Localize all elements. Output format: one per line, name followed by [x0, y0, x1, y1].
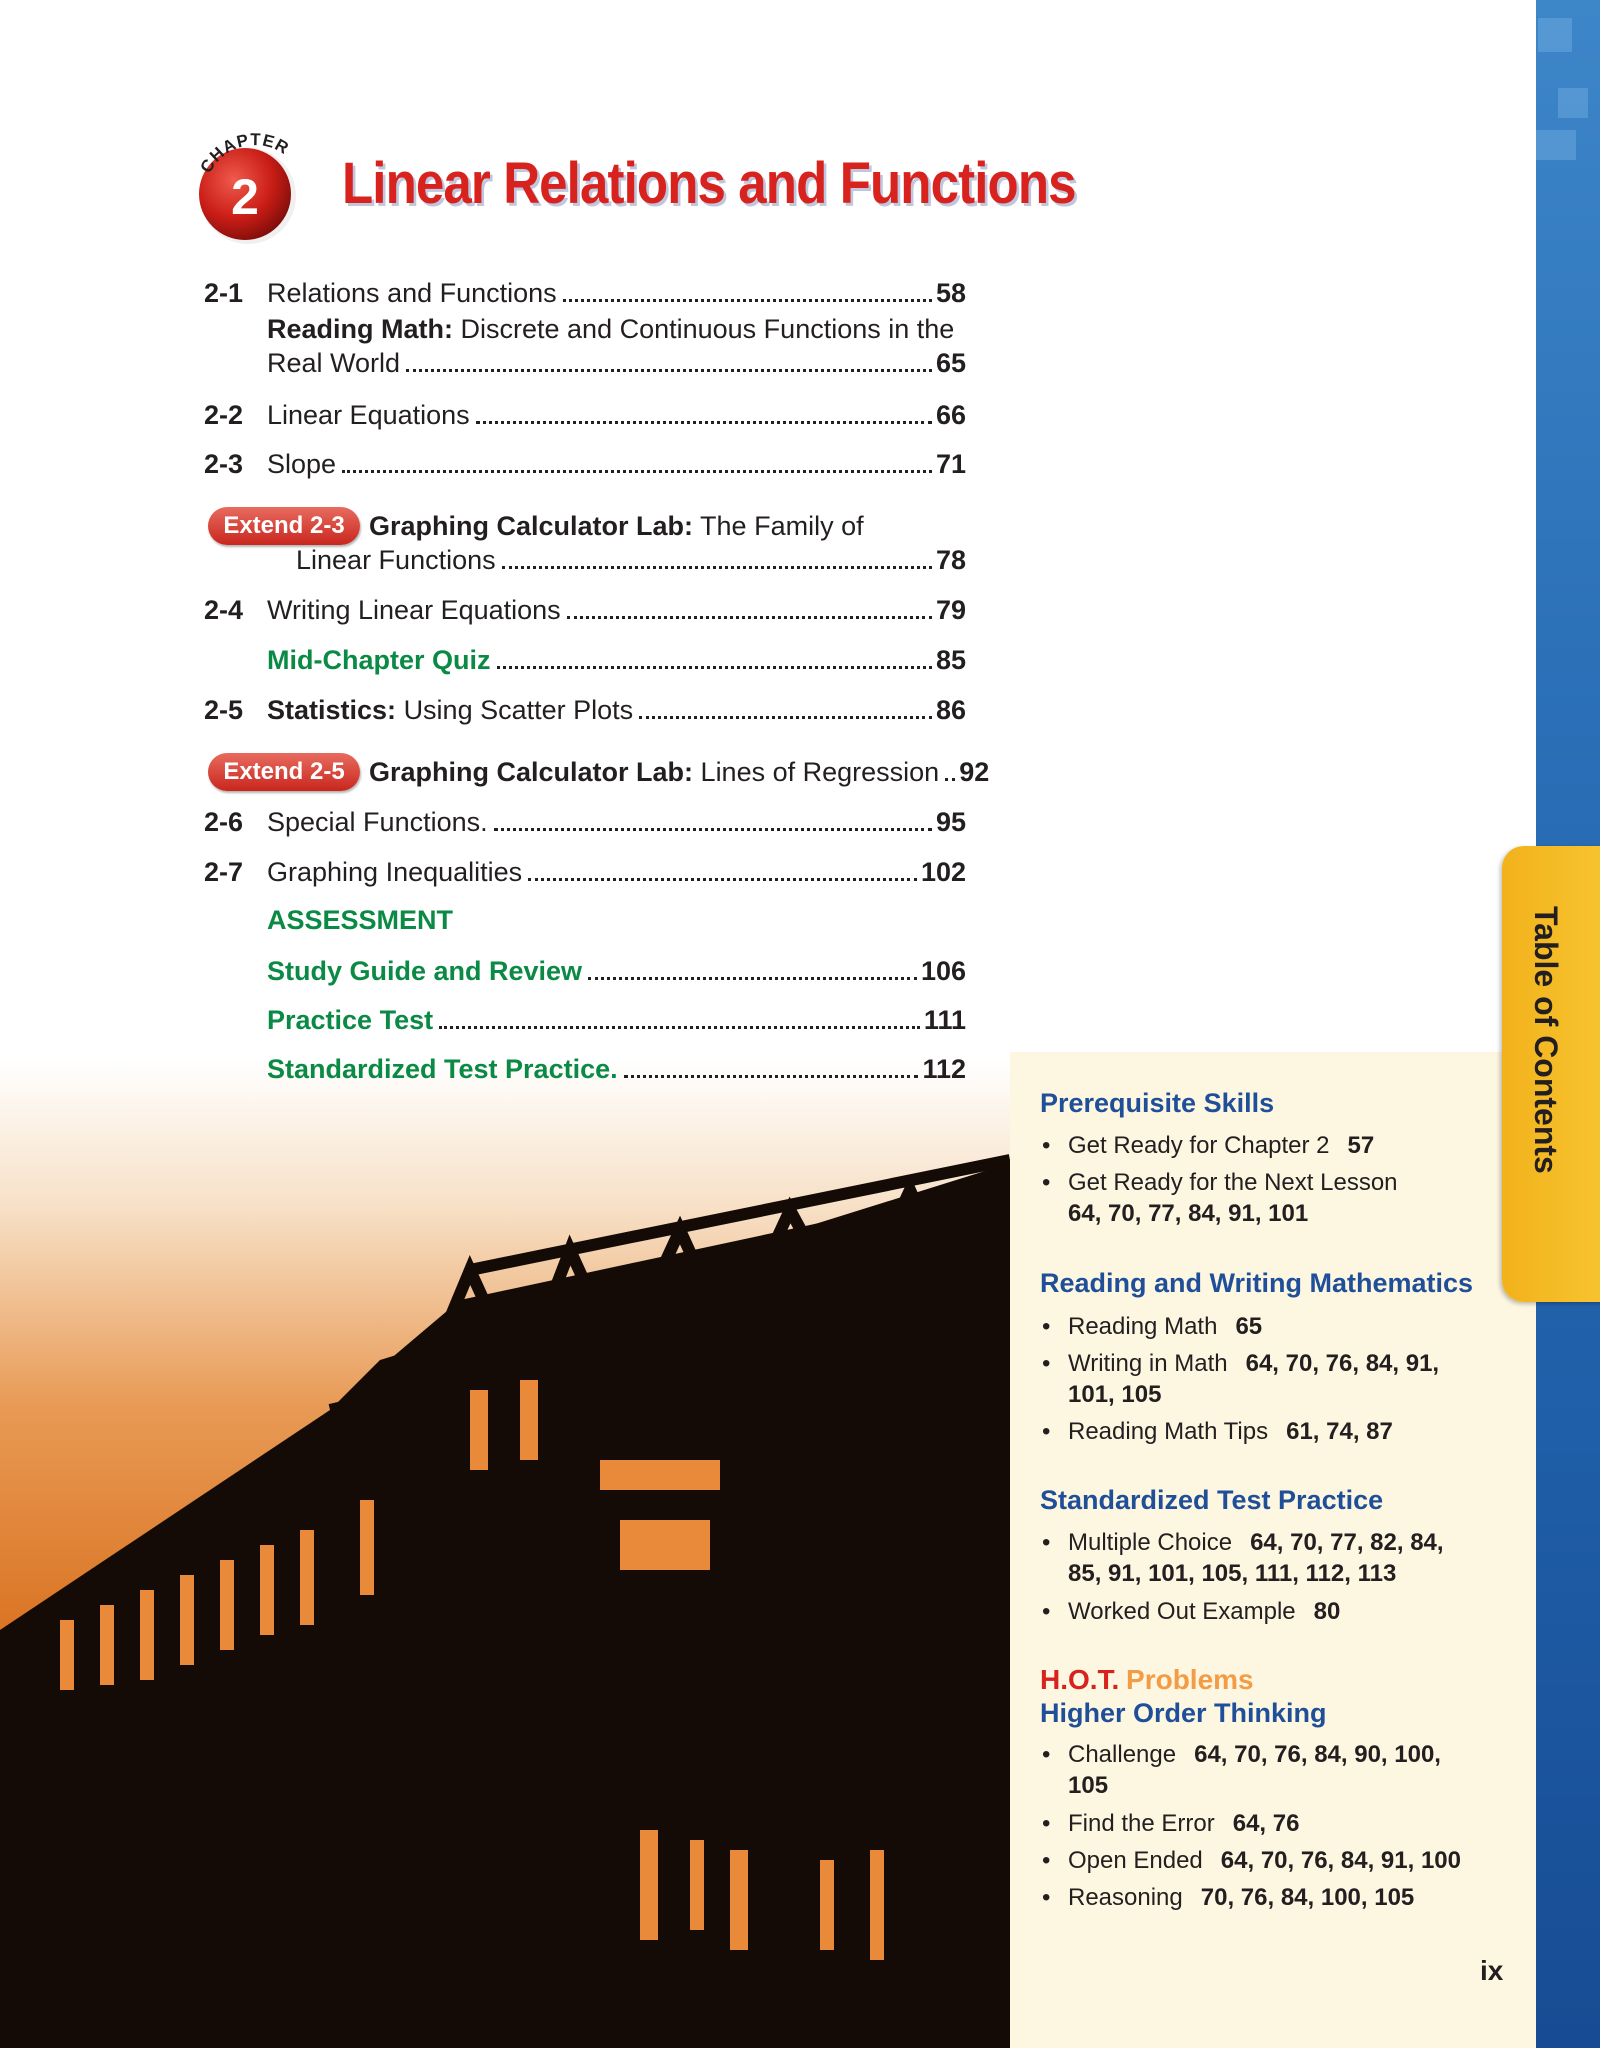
lesson-number: 2-3 [204, 449, 244, 479]
page-number: 65 [935, 348, 966, 378]
page-number: 85 [935, 645, 966, 675]
lesson-number: 2-2 [204, 400, 244, 430]
page-number: 78 [935, 545, 966, 575]
prereq-heading: Prerequisite Skills [1040, 1088, 1275, 1118]
feature-label: Reading Math: [267, 314, 453, 344]
page-number: 92 [959, 757, 990, 787]
page-number: 95 [935, 807, 966, 837]
lesson-number: 2-7 [204, 857, 244, 887]
page-number: 58 [935, 278, 966, 308]
lesson-title: Linear Equations [267, 400, 470, 430]
extend-badge: Extend 2-3 [208, 507, 360, 545]
lesson-number: 2-6 [204, 807, 244, 837]
reading-writing-heading: Reading and Writing Mathematics [1040, 1268, 1474, 1298]
chapter-title: Linear Relations and Functions [342, 151, 1076, 216]
lesson-title: Using Scatter Plots [403, 695, 634, 725]
lab-label: Graphing Calculator Lab: [369, 757, 694, 787]
standardized-practice-heading: Standardized Test Practice [1040, 1485, 1384, 1515]
lab-label: Graphing Calculator Lab: [369, 511, 694, 541]
chapter-number: 2 [231, 169, 259, 225]
page-number: 66 [935, 400, 966, 430]
lesson-title: Slope [267, 449, 337, 479]
page-number: 106 [920, 956, 966, 986]
assessment-title: Study Guide and Review [267, 956, 583, 986]
page-number: 86 [935, 695, 966, 725]
feature-title: Discrete and Continuous Functions in the [460, 314, 955, 344]
lesson-number: 2-4 [204, 595, 244, 625]
chapter-badge-icon [190, 122, 320, 252]
lesson-title: Writing Linear Equations [267, 595, 561, 625]
lesson-number: 2-1 [204, 278, 244, 308]
lesson-title: Relations and Functions [267, 278, 557, 308]
feature-title-cont: Real World [267, 348, 401, 378]
lesson-title: Special Functions. [267, 807, 488, 837]
chapter-label: CHAPTER [196, 129, 293, 177]
construction-silhouette-photo [0, 1060, 1020, 2048]
higher-order-thinking-heading: Higher Order Thinking [1040, 1698, 1327, 1728]
lesson-title: Graphing Inequalities [267, 857, 523, 887]
lesson-number: 2-5 [204, 695, 244, 725]
page-number: 112 [922, 1054, 966, 1084]
hot-problems-logo: H.O.T. Problems [1040, 1664, 1254, 1695]
page-number: 71 [935, 449, 966, 479]
page-number: 102 [920, 857, 966, 887]
page-number: 111 [923, 1005, 966, 1035]
extend-badge: Extend 2-5 [208, 753, 360, 791]
assessment-title: Standardized Test Practice. [267, 1054, 618, 1084]
assessment-heading: ASSESSMENT [267, 905, 454, 935]
assessment-title: Practice Test [267, 1005, 434, 1035]
lab-title: The Family of [700, 511, 864, 541]
lesson-label: Statistics: [267, 695, 397, 725]
lab-title-cont: Linear Functions [296, 545, 496, 575]
page-number: 79 [935, 595, 966, 625]
lab-title: Lines of Regression [700, 757, 940, 787]
page-number-footer: ix [1480, 1955, 1504, 1986]
quiz-title: Mid-Chapter Quiz [267, 645, 491, 675]
